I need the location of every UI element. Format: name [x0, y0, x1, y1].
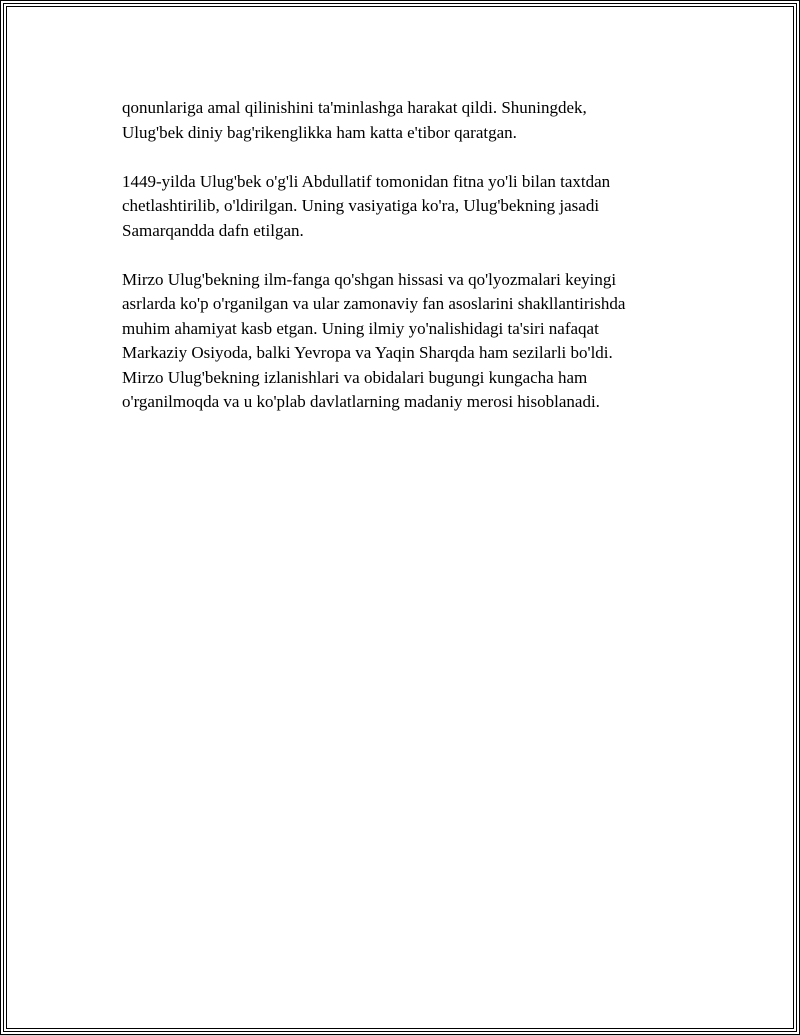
paragraph-line: asrlarda ko'p o'rganilgan va ular zamonaviy fan asoslarini shakllantirishda — [122, 294, 626, 313]
paragraph-line: Mirzo Ulug'bekning ilm-fanga qo'shgan hissasi va qo'lyozmalari keyingi — [122, 269, 617, 289]
paragraph-line: muhim ahamiyat kasb etgan. Uning ilmiy yo'nalishidagi ta'siri nafaqat — [122, 318, 599, 338]
paragraph-1 — [122, 96, 682, 145]
paragraph-line: 1449-yilda Ulug'bek o'g'li Abdullatif tomonidan fitna yo'li bilan taxtdan — [122, 171, 611, 191]
document-body — [122, 96, 682, 439]
paragraph-line: Markaziy Osiyoda, balki Yevropa va Yaqin Sharqda ham sezilarli bo'ldi. — [122, 343, 613, 362]
paragraph-2 — [122, 170, 682, 244]
paragraph-line: o'rganilmoqda va u ko'plab davlatlarning madaniy merosi hisoblanadi. — [122, 392, 600, 411]
paragraph-3 — [122, 268, 682, 415]
paragraph-line: Mirzo Ulug'bekning izlanishlari va obidalari bugungi kungacha ham — [122, 367, 588, 387]
paragraph-line: chetlashtirilib, o'ldirilgan. Uning vasiyatiga ko'ra, Ulug'bekning jasadi — [122, 196, 600, 215]
paragraph-line: Samarqandda dafn etilgan. — [122, 220, 304, 240]
paragraph-line: qonunlariga amal qilinishini ta'minlashga harakat qildi. Shuningdek, — [122, 98, 587, 117]
paragraph-line: Ulug'bek diniy bag'rikenglikka ham katta e'tibor qaratgan. — [122, 122, 517, 142]
